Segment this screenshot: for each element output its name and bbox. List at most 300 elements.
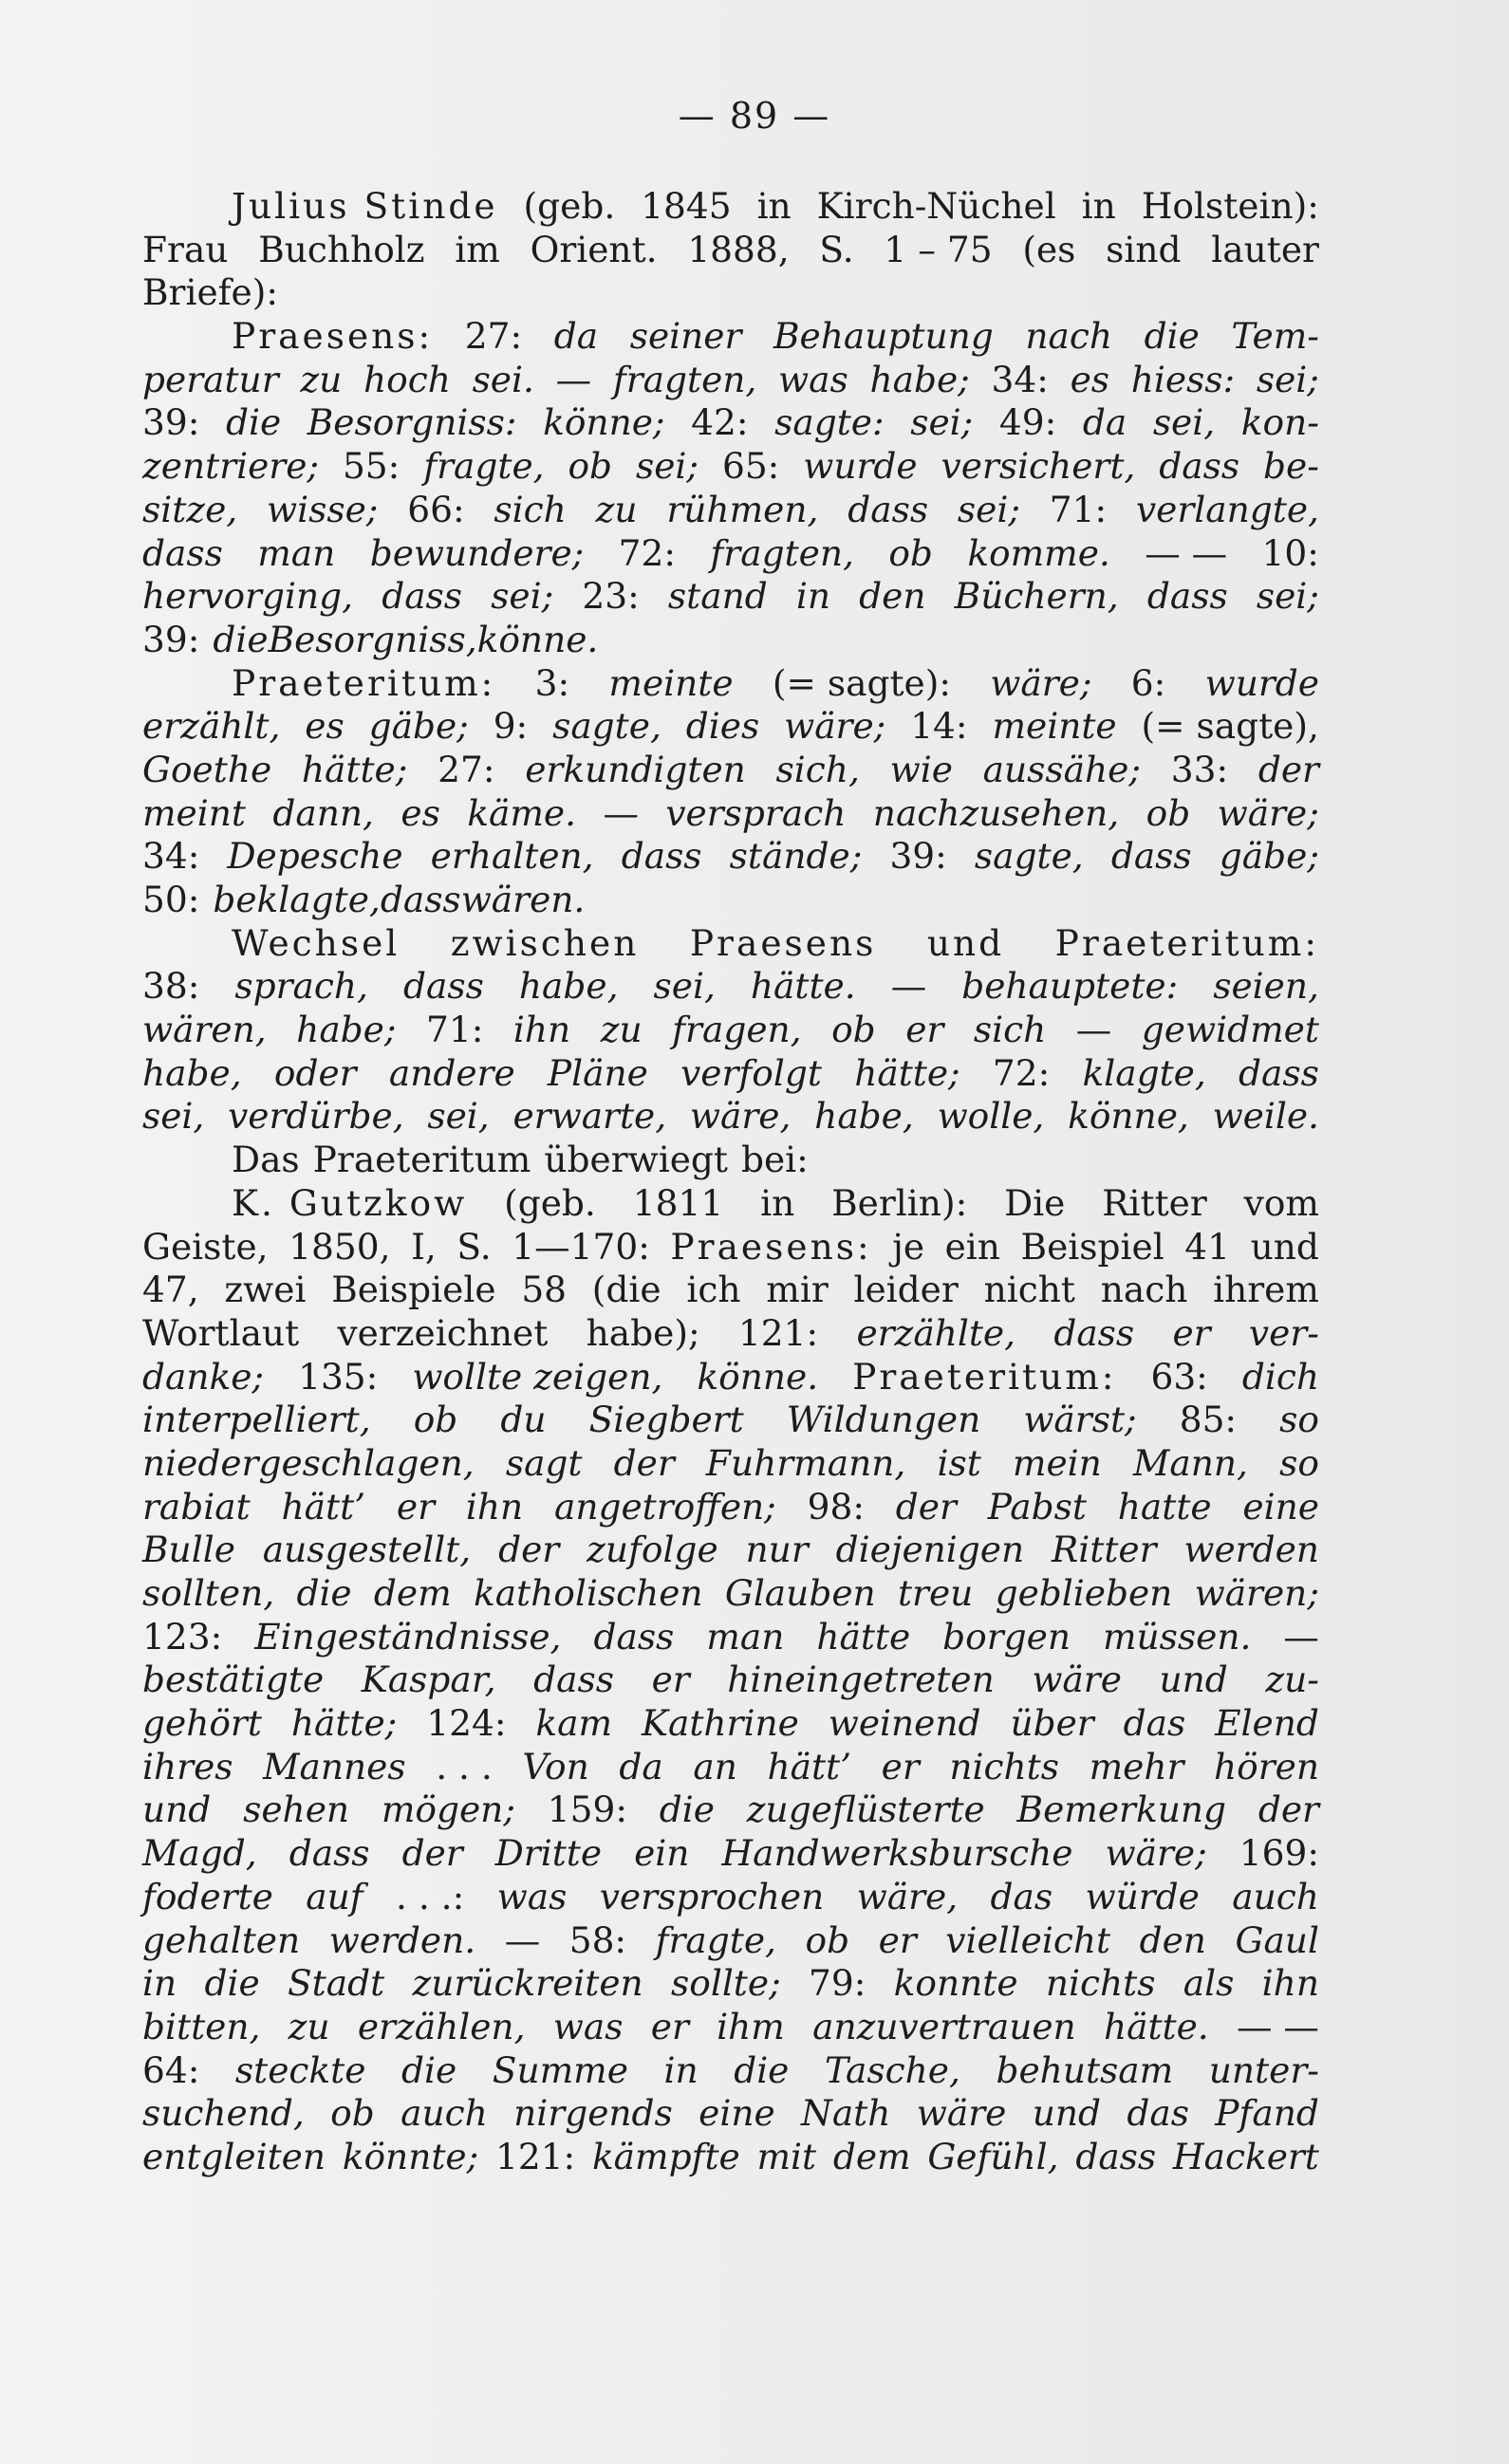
word: die	[296, 1572, 352, 1614]
word: zurückreiten	[412, 1962, 643, 2005]
word: hineingetreten	[727, 1658, 995, 1701]
text-line	[142, 1009, 1319, 1052]
word: bestätigte	[142, 1658, 325, 1701]
word: hoch	[363, 358, 451, 400]
word: treu	[897, 1572, 974, 1614]
text-line	[142, 1788, 1319, 1832]
word: —	[1075, 1009, 1112, 1051]
word: die	[734, 2048, 790, 2091]
word: Eingeständnisse,	[254, 1615, 562, 1658]
word: dem	[832, 2135, 911, 2177]
word: Berlin):	[831, 1181, 968, 1224]
word: könne,	[1068, 1095, 1189, 1138]
word: lauter	[1211, 228, 1319, 270]
word: rabiat	[142, 1485, 251, 1528]
word: 66:	[407, 488, 465, 530]
word: 98:	[807, 1485, 865, 1528]
word: ihres	[142, 1745, 233, 1788]
word: 169:	[1239, 1832, 1319, 1875]
word: Ritter	[1052, 1528, 1157, 1571]
word: dass	[403, 965, 484, 1008]
word: zu	[595, 488, 638, 530]
word: werden.	[328, 1918, 476, 1961]
text-line	[142, 359, 1319, 402]
word: hiess:	[1130, 358, 1236, 400]
word: stand	[667, 575, 768, 618]
word: auch	[401, 2092, 488, 2135]
word: ausgestellt,	[262, 1528, 472, 1571]
word: habe,	[142, 1051, 242, 1094]
word: Wechsel	[232, 921, 401, 964]
word: eine	[699, 2092, 775, 2135]
word: sollten,	[142, 1572, 275, 1614]
word: Julius Stinde	[232, 185, 498, 227]
word: wollte zeigen,	[412, 1355, 663, 1398]
word: gäbe;	[368, 705, 469, 748]
word: auch	[1232, 1875, 1319, 1917]
word: ver-	[1248, 1311, 1319, 1354]
word: nirgends	[513, 2092, 673, 2135]
word: sagt	[505, 1441, 583, 1484]
word: sei;	[635, 445, 699, 488]
word: da	[619, 1745, 663, 1788]
word: dass	[533, 1658, 614, 1701]
word: er	[905, 1009, 944, 1051]
word: Orient.	[530, 228, 658, 270]
word: mehr	[1089, 1745, 1184, 1788]
word: —	[504, 1918, 541, 1961]
word: Frau	[142, 228, 229, 270]
word: . . .	[436, 1745, 493, 1788]
word: 39:	[142, 618, 200, 660]
word: sollte;	[671, 1962, 781, 2005]
word: je	[892, 1225, 925, 1268]
word: ist	[937, 1441, 981, 1484]
word: hätt’	[281, 1485, 366, 1528]
word: habe,	[518, 965, 619, 1008]
word: Büchern,	[954, 575, 1119, 618]
text-line	[142, 185, 1319, 229]
word: in	[760, 1181, 795, 1224]
word: anzuvertrauen	[812, 2005, 1076, 2047]
text-line	[142, 1876, 1319, 1919]
word: mir	[766, 1269, 829, 1311]
word: wäre;	[784, 705, 886, 748]
word: Goethe	[142, 748, 272, 790]
word: dass	[621, 835, 702, 878]
word: Nath	[801, 2092, 891, 2135]
word: er	[881, 1745, 920, 1788]
word: mit	[756, 2135, 817, 2177]
word: und	[142, 1788, 212, 1831]
text-line	[142, 1312, 1319, 1356]
word: dass	[1110, 835, 1192, 878]
word: sich	[494, 488, 567, 530]
text-line	[142, 835, 1319, 879]
word: was	[552, 2005, 624, 2047]
word: 27:	[438, 748, 495, 790]
text-line	[142, 1095, 1319, 1139]
word: Fuhrmann,	[705, 1441, 906, 1484]
word: die	[225, 401, 282, 444]
word: —	[1283, 1615, 1319, 1658]
word: erzählte,	[856, 1311, 1015, 1354]
word: der	[498, 1528, 560, 1571]
word: ich	[686, 1269, 741, 1311]
word: könnte;	[342, 2135, 479, 2177]
word: kon-	[1240, 401, 1319, 444]
word: versprochen	[599, 1875, 825, 1917]
word: gehalten	[142, 1918, 301, 1961]
word: sitze,	[142, 488, 238, 530]
word: wären.	[460, 879, 586, 920]
word: ob	[568, 445, 613, 488]
word: der	[1258, 748, 1319, 790]
word: Handwerksbursche	[721, 1832, 1073, 1875]
word: Praesens:	[670, 1225, 872, 1268]
word: komme.	[967, 531, 1110, 574]
text-line	[142, 2136, 1319, 2179]
word: wärst;	[1023, 1399, 1137, 1441]
text-line	[142, 2006, 1319, 2049]
word: an	[693, 1745, 737, 1788]
word: so	[1279, 1399, 1319, 1441]
word: dass	[1053, 1311, 1135, 1354]
word: 3:	[534, 661, 570, 704]
word: suchend,	[142, 2092, 305, 2135]
word: nichts	[949, 1745, 1059, 1788]
word: klagte,	[1082, 1051, 1206, 1094]
word: der	[401, 1832, 463, 1875]
word: sei,	[142, 1095, 205, 1138]
word: das	[1127, 2092, 1189, 2135]
word: ob	[831, 1009, 876, 1051]
text-line	[142, 2092, 1319, 2136]
text-line	[142, 445, 1319, 489]
text-line	[142, 271, 1319, 315]
word: hatte	[1117, 1485, 1212, 1528]
word: borgen	[942, 1615, 1071, 1658]
word: 1888,	[687, 228, 790, 270]
page-number: — 89 —	[678, 95, 831, 137]
word: wäre,	[689, 1095, 792, 1138]
word: sei;	[1256, 358, 1319, 400]
word: Magd,	[142, 1832, 257, 1875]
word: könne.	[476, 618, 599, 660]
word: 27:	[464, 315, 523, 358]
word: Briefe):	[142, 271, 279, 314]
word: da	[1082, 401, 1127, 444]
word: hätte;	[301, 748, 408, 790]
word: . . .:	[395, 1875, 465, 1917]
word: sagte,	[552, 705, 661, 748]
word: 58	[521, 1269, 568, 1311]
word: Mann,	[1132, 1441, 1248, 1484]
word: Siegbert	[588, 1399, 744, 1441]
word: er	[651, 1658, 690, 1701]
word: hätte;	[290, 1702, 398, 1745]
word: hätt’	[767, 1745, 852, 1788]
word: nur	[745, 1528, 809, 1571]
word: bei:	[740, 1139, 809, 1181]
text-line	[142, 315, 1319, 359]
word: 38:	[142, 965, 200, 1008]
word: Summe	[492, 2048, 628, 2091]
text-line	[142, 1269, 1319, 1312]
text-line	[142, 705, 1319, 749]
word: dass	[289, 1832, 370, 1875]
text-line	[142, 229, 1319, 272]
word: habe,	[814, 1095, 914, 1138]
text-line	[142, 879, 1319, 922]
word: ob	[330, 2092, 375, 2135]
word: die	[659, 1788, 715, 1831]
word: versichert,	[941, 445, 1136, 488]
word: Die	[1004, 1181, 1066, 1224]
word: 123:	[142, 1615, 223, 1658]
word: fragten,	[710, 531, 854, 574]
word: ob	[888, 531, 933, 574]
text-line	[142, 1658, 1319, 1702]
word: 79:	[809, 1962, 866, 2005]
text-line	[142, 1139, 1319, 1182]
word: 34:	[991, 358, 1049, 400]
word: Bulle	[142, 1528, 235, 1571]
word: erzählt,	[142, 705, 281, 748]
word: wie	[889, 748, 953, 790]
word: und	[1159, 1658, 1228, 1701]
word: die	[401, 2048, 457, 2091]
word: weinend	[828, 1702, 981, 1745]
word: Pläne	[547, 1051, 648, 1094]
word: habe);	[586, 1311, 700, 1354]
word: Beispiele	[331, 1269, 496, 1311]
word: in	[142, 1962, 177, 2005]
word: was	[778, 358, 848, 400]
word: (die	[591, 1269, 661, 1311]
text-line	[142, 1226, 1319, 1269]
word: (geb.	[504, 1181, 596, 1224]
word: dass	[848, 488, 929, 530]
word: oder	[273, 1051, 357, 1094]
word: Praeteritum:	[1054, 921, 1319, 964]
word: hervorging,	[142, 575, 354, 618]
word: in	[663, 2048, 699, 2091]
word: könne.	[697, 1355, 819, 1398]
word: sei,	[1152, 401, 1216, 444]
word: nichts	[1045, 1962, 1156, 2005]
word: I,	[411, 1225, 437, 1268]
word: sei;	[957, 488, 1020, 530]
word: Kathrine	[641, 1702, 799, 1745]
text-line	[142, 1528, 1319, 1572]
word: Hackert	[1172, 2135, 1319, 2177]
word: vom	[1243, 1181, 1319, 1224]
text-line	[142, 532, 1319, 576]
word: 42:	[691, 401, 749, 444]
word: wurde	[1204, 661, 1319, 704]
word: fragte,	[423, 445, 545, 488]
word: verzeichnet	[337, 1311, 549, 1354]
word: Praeteritum	[312, 1139, 531, 1181]
word: dass	[380, 879, 461, 920]
word: ob	[413, 1399, 458, 1441]
word: hätte;	[854, 1051, 960, 1094]
word: behauptete:	[961, 965, 1179, 1008]
word: ihn	[512, 1009, 571, 1051]
word: der	[613, 1441, 675, 1484]
word: Mannes	[263, 1745, 406, 1788]
word: sei;	[910, 401, 974, 444]
word: Besorgniss:	[307, 401, 517, 444]
word: wolle,	[937, 1095, 1045, 1138]
text-line	[142, 1572, 1319, 1616]
word: in	[756, 185, 792, 227]
word: —	[890, 965, 927, 1008]
word: zu	[600, 1009, 643, 1051]
word: S.	[456, 1225, 492, 1268]
word: 135:	[298, 1355, 379, 1398]
text-line	[142, 1962, 1319, 2006]
word: Geiste,	[142, 1225, 269, 1268]
word: Gaul	[1235, 1918, 1319, 1961]
word: Praeteritum:	[232, 661, 496, 704]
word: 159:	[547, 1788, 627, 1831]
word: sprach,	[234, 965, 368, 1008]
word: in	[795, 575, 831, 618]
word: dass	[1159, 445, 1240, 488]
word: die	[213, 618, 269, 660]
word: zu	[288, 2005, 330, 2047]
word: seiner	[629, 315, 742, 358]
word: auf	[306, 1875, 363, 1917]
word: hätte	[816, 1615, 911, 1658]
word: sei.	[472, 358, 534, 400]
word: unter-	[1208, 2048, 1319, 2091]
text-line	[142, 1442, 1319, 1486]
word: verlangte,	[1135, 488, 1319, 530]
word: Holstein):	[1141, 185, 1319, 227]
word: wisse;	[267, 488, 379, 530]
word: behutsam	[996, 2048, 1174, 2091]
word: weile.	[1212, 1095, 1319, 1138]
word: würde	[1085, 1875, 1200, 1917]
word: 72:	[618, 531, 677, 574]
word: be-	[1263, 445, 1319, 488]
word: und	[1032, 2092, 1101, 2135]
word: wären;	[1194, 1572, 1319, 1614]
word: sich	[973, 1009, 1047, 1051]
word: meinte	[608, 661, 734, 704]
word: meinte	[992, 705, 1117, 748]
word: und	[1250, 1225, 1319, 1268]
word: zwischen	[450, 921, 640, 964]
word: Gefühl,	[927, 2135, 1059, 2177]
word: sich,	[775, 748, 860, 790]
word: 63:	[1150, 1355, 1208, 1398]
word: seien,	[1213, 965, 1319, 1008]
word: 49:	[998, 401, 1057, 444]
word: sei;	[491, 575, 554, 618]
word: 64:	[142, 2048, 200, 2091]
word: zu	[300, 358, 343, 400]
text-line	[142, 1616, 1319, 1659]
word: erhalten,	[430, 835, 594, 878]
word: Wortlaut	[142, 1311, 300, 1354]
word: eine	[1242, 1485, 1319, 1528]
word: kämpfte	[591, 2135, 740, 2177]
word: wäre;	[1105, 1832, 1207, 1875]
text-line	[142, 1182, 1319, 1226]
body-text	[142, 185, 1319, 2179]
word: gäbe;	[1219, 835, 1319, 878]
word: das	[990, 1875, 1053, 1917]
word: wäre;	[1217, 791, 1319, 834]
word: geblieben	[995, 1572, 1173, 1614]
text-line	[142, 1832, 1319, 1876]
text-line	[142, 1702, 1319, 1746]
word: ob	[805, 1918, 850, 1961]
word: (geb.	[523, 185, 616, 227]
word: rühmen,	[666, 488, 819, 530]
word: 34:	[142, 835, 200, 878]
word: Praeteritum:	[852, 1355, 1117, 1398]
word: (= sagte),	[1141, 705, 1319, 748]
word: Praesens:	[232, 315, 434, 358]
word: 39:	[142, 401, 200, 444]
word: Von	[522, 1745, 589, 1788]
word: sehen	[243, 1788, 350, 1831]
word: sind	[1106, 228, 1182, 270]
word: in	[1081, 185, 1116, 227]
word: verdürbe,	[228, 1095, 404, 1138]
text-line	[142, 401, 1319, 445]
word: konnte	[893, 1962, 1018, 2005]
word: kam	[535, 1702, 613, 1745]
word: und	[926, 921, 1005, 964]
text-line	[142, 619, 1319, 662]
word: Pfand	[1215, 2092, 1319, 2135]
word: ihm	[717, 2005, 785, 2047]
word: ein	[634, 1832, 690, 1875]
word: 33:	[1170, 748, 1229, 790]
word: der	[895, 1485, 957, 1528]
text-line	[142, 1052, 1319, 1096]
word: 1845	[641, 185, 732, 227]
word: fragte,	[655, 1918, 776, 1961]
word: käme.	[467, 791, 577, 834]
word: nach	[1100, 1269, 1188, 1311]
word: gehört	[142, 1702, 262, 1745]
word: den	[1139, 1918, 1206, 1961]
word: der	[1258, 1788, 1319, 1831]
word: hätte.	[1103, 2005, 1209, 2047]
word: hätte.	[750, 965, 856, 1008]
word: niedergeschlagen,	[142, 1441, 475, 1484]
word: überwiegt	[544, 1139, 728, 1181]
word: S.	[819, 228, 854, 270]
word: K. Gutzkow	[232, 1181, 468, 1224]
word: zugeflüsterte	[746, 1788, 985, 1831]
word: was	[496, 1875, 568, 1917]
text-line	[142, 662, 1319, 706]
word: —	[555, 358, 592, 400]
word: bitten,	[142, 2005, 261, 2047]
word: ihrem	[1213, 1269, 1319, 1311]
text-line	[142, 489, 1319, 532]
word: fragten,	[612, 358, 757, 400]
word: den	[859, 575, 926, 618]
